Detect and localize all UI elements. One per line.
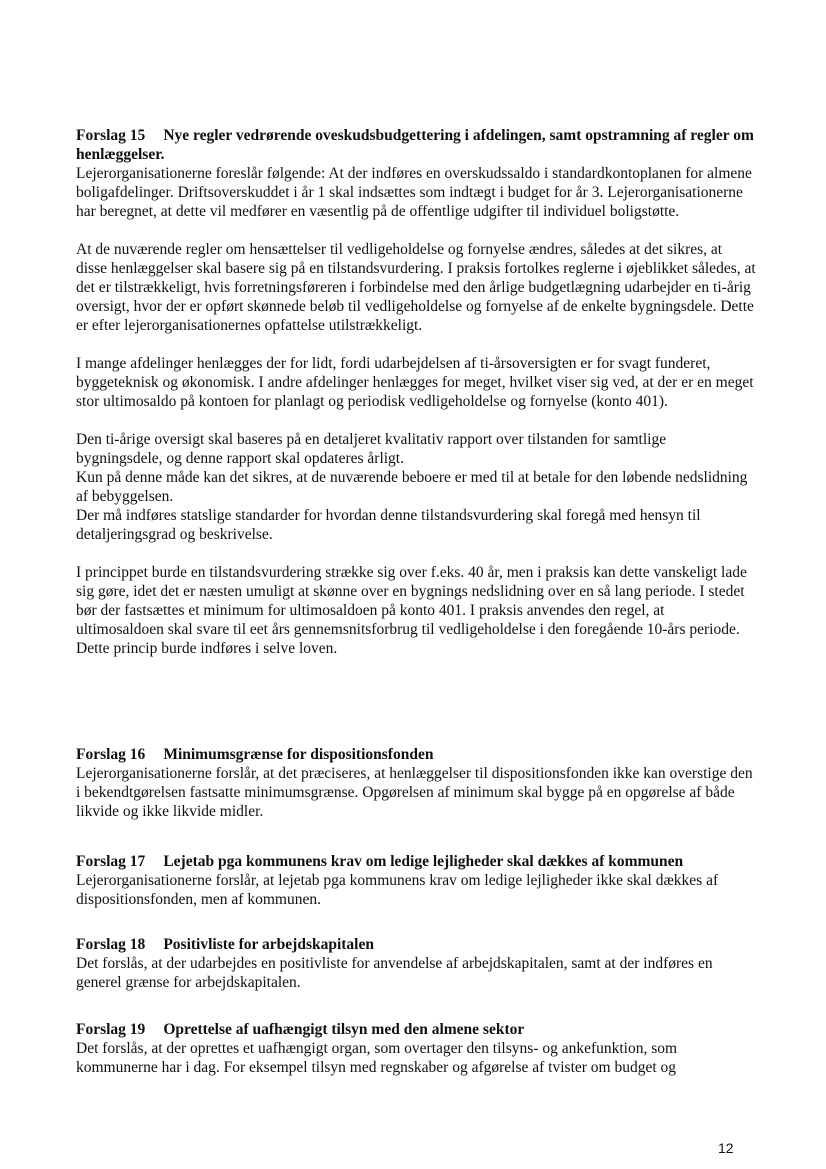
proposal-17-heading: [76, 852, 756, 871]
proposal-15-paragraph-4: Den ti-årige oversigt skal baseres på en detaljeret kvalitativ rapport over tilstanden for samtlige bygningsdele, og denne rapport skal opdateres årligt.: [76, 431, 667, 467]
proposal-19: [76, 1020, 756, 1077]
page-number: 12: [718, 1140, 734, 1156]
proposal-15-paragraph-1: Lejerorganisationerne foreslår følgende: At der indføres en overskudssaldo i standardkontoplanen for almene boligafdelinger. Driftsoverskuddet i år 1 skal indsættes som indtægt i budget for år 3. Lejerorganisationerne har beregnet, at dette vil medfører en væsentlig på de offentlige udgifter til individuel boligstøtte.: [76, 165, 752, 220]
proposal-19-heading: [76, 1020, 756, 1039]
proposal-17-paragraph-1: Lejerorganisationerne forslår, at lejetab pga kommunens krav om ledige lejligheder ikke skal dækkes af dispositionsfonden, men af kommunen.: [76, 872, 719, 908]
proposal-18-heading: [76, 935, 756, 954]
proposal-17: [76, 852, 756, 909]
proposal-16: [76, 745, 756, 821]
proposal-18-number: Forslag 18: [76, 936, 146, 953]
proposal-15: [76, 126, 756, 658]
proposal-18-title: Positivliste for arbejdskapitalen: [163, 936, 374, 953]
proposal-19-title: Oprettelse af uafhængigt tilsyn med den almene sektor: [163, 1021, 525, 1038]
proposal-18: [76, 935, 756, 992]
proposal-15-paragraph-6: Der må indføres statslige standarder for hvordan denne tilstandsvurdering skal foregå med hensyn til detaljeringsgrad og beskrivelse.: [76, 507, 701, 543]
proposal-19-number: Forslag 19: [76, 1021, 146, 1038]
proposal-16-heading: [76, 745, 756, 764]
proposal-15-paragraph-2: At de nuværende regler om hensættelser til vedligeholdelse og fornyelse ændres, således at det sikres, at disse henlæggelser skal basere sig på en tilstandsvurdering. I praksis fortolkes reglerne i øjeblikket således, at det er tilstrækkeligt, hvis forretningsføreren i forbindelse med den årlige budgetlægning udarbejder en ti-årig oversigt, hvor der er opført skønnede beløb til vedligeholdelse og fornyelse af de enkelte bygningsdele. Dette er efter lejerorganisationernes opfattelse utilstrækkeligt.: [76, 241, 756, 334]
proposal-19-paragraph-1: Det forslås, at der oprettes et uafhængigt organ, som overtager den tilsyns- og ankefunktion, som kommunerne har i dag. For eksempel tilsyn med regnskaber og afgørelse af tvister om budget og: [76, 1040, 678, 1076]
proposal-17-title: Lejetab pga kommunens krav om ledige lejligheder skal dækkes af kommunen: [163, 853, 684, 870]
proposal-16-number: Forslag 16: [76, 746, 146, 763]
proposal-16-title: Minimumsgrænse for dispositionsfonden: [163, 746, 434, 763]
proposal-15-title: Nye regler vedrørende oveskudsbudgettering i afdelingen, samt opstramning af regler om henlæggelser.: [76, 127, 754, 163]
proposal-15-heading: [76, 126, 756, 164]
proposal-17-number: Forslag 17: [76, 853, 146, 870]
proposal-16-paragraph-1: Lejerorganisationerne forslår, at det præciseres, at henlæggelser til dispositionsfonden ikke kan overstige den i bekendtgørelsen fastsatte minimumsgrænse. Opgørelsen af minimum skal bygge på en opgørelse af både likvide og ikke likvide midler.: [76, 765, 753, 820]
proposal-15-paragraph-7: I princippet burde en tilstandsvurdering strække sig over f.eks. 40 år, men i praksis kan dette vanskeligt lade sig gøre, idet det er næsten umuligt at skønne over en bygnings nedslidning over en så lang periode. I stedet bør der fastsættes et minimum for ultimosaldoen på konto 401. I praksis anvendes den regel, at ultimosaldoen skal svare til eet års gennemsnitsforbrug til vedligeholdelse i den foregående 10-års periode. Dette princip burde indføres i selve loven.: [76, 564, 747, 657]
proposal-15-paragraph-3: I mange afdelinger henlægges der for lidt, fordi udarbejdelsen af ti-årsoversigten er for svagt funderet, byggeteknisk og økonomisk. I andre afdelinger henlægges for meget, hvilket viser sig ved, at der er en meget stor ultimosaldo på kontoen for planlagt og periodisk vedligeholdelse og fornyelse (konto 401).: [76, 355, 754, 410]
proposal-15-paragraph-5: Kun på denne måde kan det sikres, at de nuværende beboere er med til at betale for den løbende nedslidning af bebyggelsen.: [76, 469, 748, 505]
proposal-18-paragraph-1: Det forslås, at der udarbejdes en positivliste for anvendelse af arbejdskapitalen, samt at der indføres en generel grænse for arbejdskapitalen.: [76, 955, 713, 991]
proposal-15-number: Forslag 15: [76, 127, 146, 144]
